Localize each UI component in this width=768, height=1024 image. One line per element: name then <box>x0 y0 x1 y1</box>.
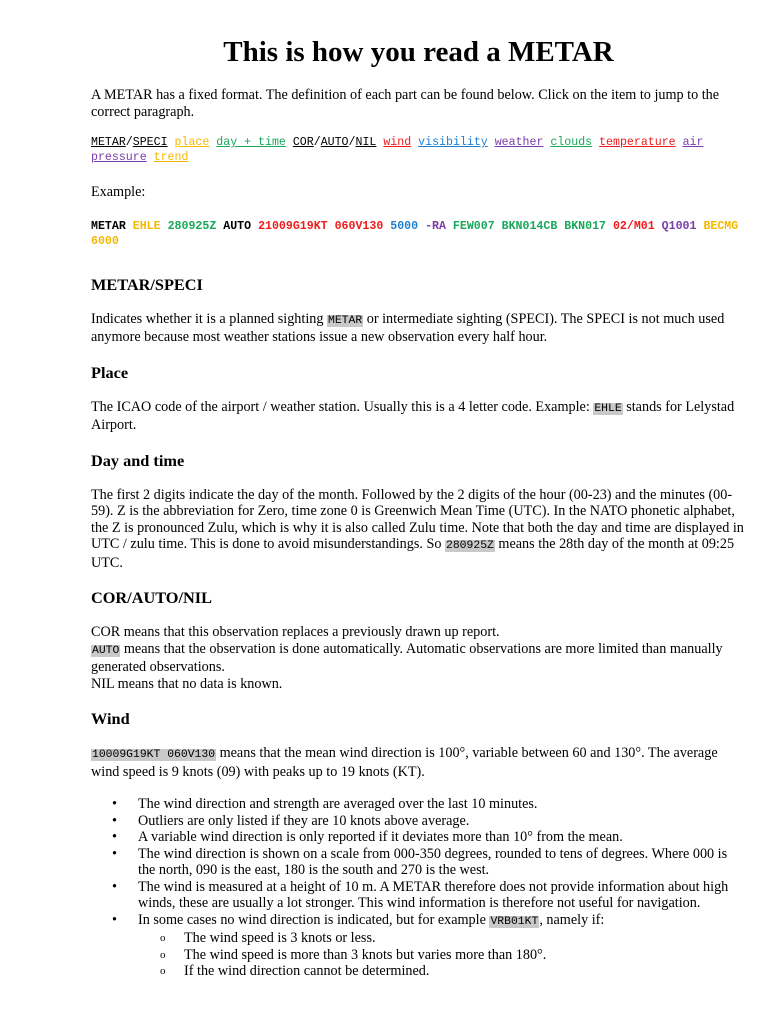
text: In some cases no wind direction is indicated, but for example <box>138 911 490 928</box>
nav-link-speci[interactable]: SPECI <box>132 136 168 149</box>
list-item <box>138 912 746 980</box>
sub-list-item: o The wind speed is 3 knots or less. <box>184 930 746 947</box>
nav-link-weather[interactable]: weather <box>494 136 544 149</box>
nav-link-place[interactable]: place <box>174 136 210 149</box>
text: or intermediate sighting (SPECI). The SPECI is not much used anymore because most weather stations issue a new observation every half hour. <box>91 310 725 345</box>
nav-link-wind[interactable]: wind <box>383 136 412 149</box>
text: NIL means that no data is known. <box>91 675 283 692</box>
wind-bullet-list <box>91 796 746 980</box>
page-title: This is how you read a METAR <box>223 36 614 68</box>
text: Indicates whether it is a planned sighting <box>91 310 328 327</box>
heading-wind: Wind <box>91 709 130 728</box>
paragraph-cor-auto-nil <box>91 624 746 692</box>
example-part: 5000 <box>390 219 419 233</box>
nav-link-metar[interactable]: METAR <box>91 136 126 149</box>
text: stands for Lelystad Airport. <box>91 398 735 433</box>
code-sample: VRB01KT <box>490 915 539 928</box>
text: means that the mean wind direction is 100°, variable between 60 and 130°. The average wind speed is 9 knots (09) with peaks up to 19 knots (KT). <box>91 745 718 780</box>
example-part: Q1001 <box>661 219 697 233</box>
intro-paragraph: A METAR has a fixed format. The definition of each part can be found below. Click on the item to jump to the correct paragraph. <box>91 87 720 120</box>
example-part: EHLE <box>132 219 161 233</box>
nav-link-nil[interactable]: NIL <box>355 136 377 149</box>
list-item: • Outliers are only listed if they are 10 knots above average. <box>138 813 746 830</box>
code-sample: AUTO <box>92 644 120 657</box>
code-sample: EHLE <box>594 402 622 415</box>
example-part: 02/M01 <box>612 219 655 233</box>
code-sample: 10009G19KT 060V130 <box>92 749 216 761</box>
document-page <box>91 0 746 980</box>
example-label: Example: <box>91 184 146 200</box>
example-part: 21009G19KT 060V130 <box>258 219 384 233</box>
code-sample: METAR <box>328 314 363 327</box>
example-part: BECMG 6000 <box>91 219 739 248</box>
paragraph-wind <box>91 745 746 780</box>
heading-metar-speci: METAR/SPECI <box>91 274 203 294</box>
paragraph-metar-speci <box>91 311 746 346</box>
example-part: -RA <box>425 219 446 233</box>
example-part: 280925Z <box>167 219 217 233</box>
nav-link-auto[interactable]: AUTO <box>320 136 349 149</box>
list-item: • The wind is measured at a height of 10 m. A METAR therefore does not provide information about high winds, these are usually a lot stronger. This wind information is therefore not useful for navigation. <box>138 879 746 912</box>
nav-separator: / <box>348 136 356 149</box>
nav-link-trend[interactable]: trend <box>153 150 189 164</box>
sub-list-item: o The wind speed is more than 3 knots but varies more than 180°. <box>184 947 746 964</box>
nav-separator: / <box>313 136 321 149</box>
nav-link-day-time[interactable]: day + time <box>216 136 286 149</box>
example-part: FEW007 BKN014CB BKN017 <box>452 219 606 233</box>
example-part: AUTO <box>223 219 252 233</box>
paragraph-day-and-time <box>91 487 746 572</box>
section-nav-links <box>91 136 746 165</box>
text: COR means that this observation replaces a previously drawn up report. <box>91 624 500 640</box>
text: , namely if: <box>539 911 605 928</box>
heading-place: Place <box>91 362 129 382</box>
text: means the 28th day of the month at 09:25 UTC. <box>91 536 735 571</box>
nav-link-visibility[interactable]: visibility <box>418 136 488 149</box>
nav-link-cor[interactable]: COR <box>292 136 314 149</box>
paragraph-place <box>91 399 746 434</box>
heading-cor-auto-nil: COR/AUTO/NIL <box>91 588 212 607</box>
text: means that the observation is done automatically. Automatic observations are more limited than manually generated observations. <box>91 640 723 675</box>
sub-list-item: o If the wind direction cannot be determined. <box>184 963 746 980</box>
sub-bullet-list <box>138 930 746 980</box>
list-item: • A variable wind direction is only reported if it deviates more than 10° from the mean. <box>138 829 746 846</box>
list-item: • The wind direction is shown on a scale from 000-350 degrees, rounded to tens of degrees. Where 000 is the north, 090 is the east, 180 is the south and 270 is the west. <box>138 846 746 879</box>
nav-link-clouds[interactable]: clouds <box>550 136 593 149</box>
heading-day-and-time: Day and time <box>91 450 185 470</box>
text: The ICAO code of the airport / weather station. Usually this is a 4 letter code. Example: <box>91 398 594 415</box>
example-part: METAR <box>91 219 126 233</box>
list-item: • The wind direction and strength are averaged over the last 10 minutes. <box>138 796 746 813</box>
nav-separator: / <box>125 136 133 149</box>
nav-link-temperature[interactable]: temperature <box>599 136 676 149</box>
example-metar <box>91 219 746 249</box>
nav-link-air-pressure[interactable]: air pressure <box>91 136 704 164</box>
code-sample: 280925Z <box>446 540 494 552</box>
text: The first 2 digits indicate the day of the month. Followed by the 2 digits of the hour (00-23) and the minutes (00-59). Z is the abbreviation for Zero, time zone 0 is Greenwich Mean Time (UTC). In the NATO phonetic alphabet, the Z is pronounced Zulu, which is why it is also called Zulu time. Note that both the day and time are displayed in UTC / zulu time. This is done to avoid misunderstandings. So <box>91 486 744 552</box>
